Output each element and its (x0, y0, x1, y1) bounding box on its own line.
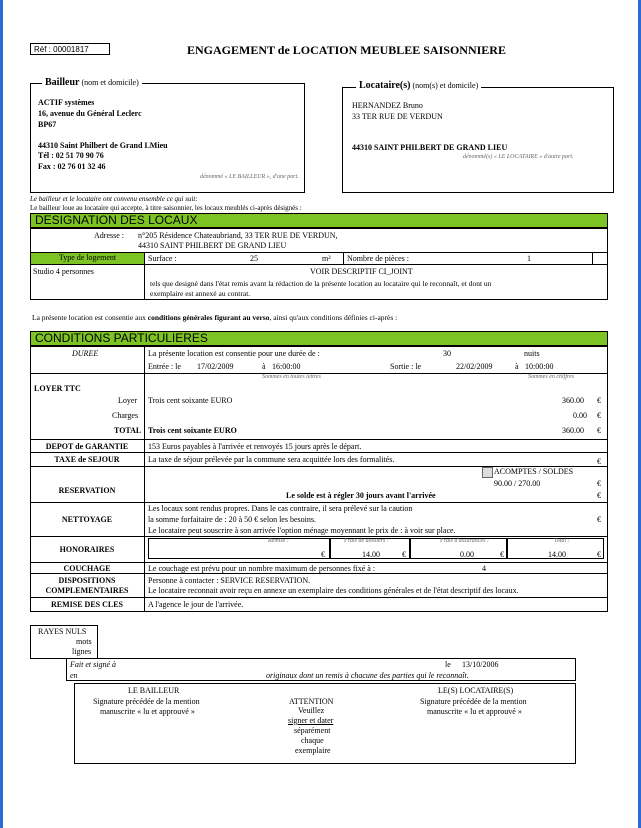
taxe-text: La taxe de séjour prélevée par la commune sera acquittée lors des formalités. (148, 455, 395, 464)
bailleur-company: ACTIF systèmes (38, 98, 95, 107)
dispositions-label-1: DISPOSITIONS (58, 576, 116, 585)
couchage-text: Le couchage est prévu pour un nombre maximum de personnes fixé à : (148, 564, 376, 573)
frais-caption: Frais de dossiers : (344, 538, 389, 544)
duree-text: La présente location est consentie pour une durée de : (148, 349, 320, 358)
bailleur-legend (42, 77, 142, 88)
fait-le: le (445, 660, 451, 669)
reference-box (30, 43, 110, 55)
entree-a: à (262, 362, 266, 371)
total-hon-caption: Total : (554, 538, 570, 544)
frais-value: 14.00 (362, 550, 380, 559)
charges-euro: € (597, 411, 601, 420)
locataire-signature-sub-2: manuscrite « lu et approuvé » (427, 707, 522, 716)
loyer-label: Loyer (118, 396, 138, 405)
remise-cles-label: REMISE DES CLES (50, 600, 124, 609)
assurances-caption: Frais d'assurances : (440, 538, 489, 544)
surface-label: Surface : (148, 254, 177, 263)
charges-label: Charges (112, 411, 139, 420)
surface-unit: m² (322, 254, 331, 263)
locataire-name: HERNANDEZ Bruno (352, 101, 423, 110)
locataire-legend-title: Locataire(s) (359, 80, 411, 91)
nettoyage-label: NETTOYAGE (61, 515, 113, 524)
row-line-honoraires (30, 562, 608, 563)
row-line-depot (30, 452, 608, 453)
sortie-time: 10:00:00 (525, 362, 554, 371)
pieces-label: Nombre de pièces : (347, 254, 409, 263)
locataire-city: 44310 SAINT PHILBERT DE GRAND LIEU (352, 143, 508, 152)
frais-euro: € (402, 550, 406, 559)
duree-unit: nuits (524, 349, 540, 358)
honoraires-label: HONORAIRES (59, 545, 115, 554)
total-text: Trois cent soixante EURO (148, 426, 237, 435)
entree-label: Entrée : le (148, 362, 181, 371)
bailleur-fax: Fax : 02 76 01 32 46 (38, 162, 106, 171)
desc-text-1: tels que designé dans l'état remis avant la rédaction de la présente location au locataire qui le reconnaît, et dont un (150, 279, 492, 288)
fait-date: 13/10/2006 (462, 660, 499, 669)
pieces-value: 1 (527, 254, 531, 263)
location-statement-b: conditions générales figurant au verso (147, 313, 270, 322)
fait-label: Fait et signé à (70, 660, 116, 669)
attention-title: ATTENTION (289, 697, 334, 706)
total-value: 360.00 (562, 426, 584, 435)
nettoyage-text-2: la somme forfaitaire de : 20 à 50 € selon les besoins. (148, 515, 316, 524)
entree-date: 17/02/2009 (197, 362, 234, 371)
attention-line-2: signer et dater (288, 716, 334, 725)
sortie-label: Sortie : le (390, 362, 422, 371)
bailleur-signature-sub-2: manuscrite « lu et approuvé » (100, 707, 195, 716)
total-euro: € (597, 426, 601, 435)
duree-label: DUREE (72, 349, 99, 358)
loyer-value: 360.00 (562, 396, 584, 405)
solde-euro: € (597, 491, 601, 500)
assurances-value: 0.00 (460, 550, 474, 559)
intro-line-1: Le bailleur et le locataire ont convenu ensemble ce qui suit: (30, 195, 198, 203)
taxe-label: TAXE de SEJOUR (54, 455, 120, 464)
type-label: Type de logement (31, 253, 144, 264)
designation-col-2 (343, 252, 344, 264)
row-line-reservation (30, 502, 608, 503)
depot-label: DEPOT de GARANTIE (45, 442, 129, 451)
remise-cles-text: A l'agence le jour de l'arrivée. (148, 600, 244, 609)
location-statement-a: La présente location est consentie aux (32, 313, 148, 322)
intro-line-2: Le bailleur loue au locataire qui accepte, à titre saisonnier, les locaux meublés ci-après désignés : (30, 204, 302, 212)
bailleur-legend-sub: (nom et domicile) (81, 78, 139, 87)
charges-value: 0.00 (573, 411, 587, 420)
descriptif: VOIR DESCRIPTIF CI_JOINT (310, 267, 413, 276)
reference-text: Réf : 00001817 (34, 45, 89, 54)
designation-col-4 (144, 264, 145, 300)
couchage-label: COUCHAGE (63, 564, 111, 573)
acomptes-label: ACOMPTES / SOLDES (494, 467, 574, 476)
dispositions-text-2: Le locataire reconnait avoir reçu en annexe un exemplaire des conditions générales et de l'état descriptif des locaux. (148, 586, 519, 595)
rayes-line-2: mots (76, 637, 92, 646)
assurances-euro: € (500, 550, 504, 559)
location-statement-c: , ainsi qu'aux conditions définies ci-après : (269, 313, 398, 322)
designation-divider-2 (30, 264, 608, 265)
entree-time: 16:00:00 (272, 362, 301, 371)
locataire-legend-sub: (nom(s) et domicile) (412, 81, 479, 90)
nettoyage-euro: € (597, 515, 601, 524)
remise-cell (148, 538, 330, 559)
taxe-euro: € (597, 457, 601, 466)
attention-line-4: chaque (301, 736, 324, 745)
sortie-a: à (515, 362, 519, 371)
remise-euro: € (321, 550, 325, 559)
depot-text: 153 Euros payables à l'arrivée et renvoyés 15 jours après le départ. (148, 442, 362, 451)
conditions-header: CONDITIONS PARTICULIERES (30, 331, 608, 346)
surface-value: 25 (250, 254, 258, 263)
dispositions-text-1: Personne à contacter : SERVICE RESERVATION. (148, 576, 311, 585)
row-line-couchage (30, 573, 608, 574)
rayes-line-1: RAYES NULS (38, 627, 87, 636)
fait-en: en (70, 671, 78, 680)
bailleur-city: 44310 Saint Philbert de Grand LMieu (38, 141, 168, 150)
row-line-dispositions (30, 597, 608, 598)
loyer-ttc-label: LOYER TTC (34, 384, 81, 393)
type-value: Studio 4 personnes (33, 267, 94, 276)
attention-line-3: séparément (294, 726, 331, 735)
locataire-signature-sub-1: Signature précédée de la mention (420, 697, 527, 706)
bailleur-signature-title: LE BAILLEUR (128, 686, 180, 695)
couchage-value: 4 (482, 564, 486, 573)
acomptes-checkbox[interactable] (482, 467, 493, 478)
designation-col-3 (592, 252, 593, 264)
row-line-nettoyage (30, 536, 608, 537)
duree-value: 30 (443, 349, 451, 358)
locataire-signature-title: LE(S) LOCATAIRE(S) (438, 686, 514, 695)
solde-text: Le solde est à régler 30 jours avant l'arrivée (286, 491, 436, 500)
acomptes-value: 90.00 / 270.00 (494, 479, 541, 488)
loyer-text: Trois cent soixante EURO (148, 396, 233, 405)
adresse-line-1: n°205 Résidence Chateaubriand, 33 TER RUE DE VERDUN, (138, 231, 338, 240)
bailleur-street: 16, avenue du Général Leclerc (38, 109, 142, 118)
reservation-label: RESERVATION (58, 486, 116, 495)
chiffres-caption: Sommes en chiffres (528, 374, 575, 380)
location-statement (32, 313, 397, 322)
bailleur-tel: Tél : 02 51 70 90 76 (38, 151, 104, 160)
dispositions-label-2: COMPLEMENTAIRES (45, 586, 129, 595)
locataire-legend (356, 80, 481, 91)
attention-line-5: exemplaire (295, 746, 331, 755)
locataire-note: dénommé(s) « LE LOCATAIRE » d'autre part. (463, 154, 574, 160)
lettres-caption: Sommes en toutes lettres (262, 374, 321, 380)
designation-col-1 (144, 252, 145, 264)
total-label: TOTAL (114, 426, 142, 435)
sortie-date: 22/02/2009 (456, 362, 493, 371)
nettoyage-text-1: Les locaux sont rendus propres. Dans le cas contraire, il sera prélevé sur la caution (148, 504, 413, 513)
adresse-label: Adresse : (94, 231, 124, 240)
locataire-street: 33 TER RUE DE VERDUN (352, 112, 443, 121)
loyer-euro: € (597, 396, 601, 405)
bailleur-signature-sub-1: Signature précédée de la mention (93, 697, 200, 706)
total-hon-euro: € (597, 550, 601, 559)
acomptes-euro: € (597, 479, 601, 488)
rayes-line-3: lignes (72, 647, 92, 656)
adresse-line-2: 44310 SAINT PHILBERT DE GRAND LIEU (138, 241, 287, 250)
document-title: ENGAGEMENT de LOCATION MEUBLEE SAISONNIERE (187, 43, 506, 57)
bailleur-bp: BP67 (38, 120, 57, 129)
bailleur-legend-title: Bailleur (45, 77, 80, 88)
row-line-loyer (30, 439, 608, 440)
bailleur-note: dénommé « LE BAILLEUR », d'une part. (200, 174, 299, 180)
designation-header: DESIGNATION DES LOCAUX (30, 213, 608, 228)
desc-text-2: exemplaire est annexé au contrat. (150, 289, 251, 298)
nettoyage-text-3: Le locataire peut souscrire à son arrivée l'option ménage moyennant le prix de : à voir sur place. (148, 526, 456, 535)
total-hon-value: 14.00 (548, 550, 566, 559)
attention-line-1: Veuillez (298, 706, 325, 715)
fait-originaux: originaux dont un remis à chacune des parties qui le reconnaît. (266, 671, 469, 680)
window-frame-left (0, 0, 3, 828)
remise-caption: Remise : (268, 538, 289, 544)
